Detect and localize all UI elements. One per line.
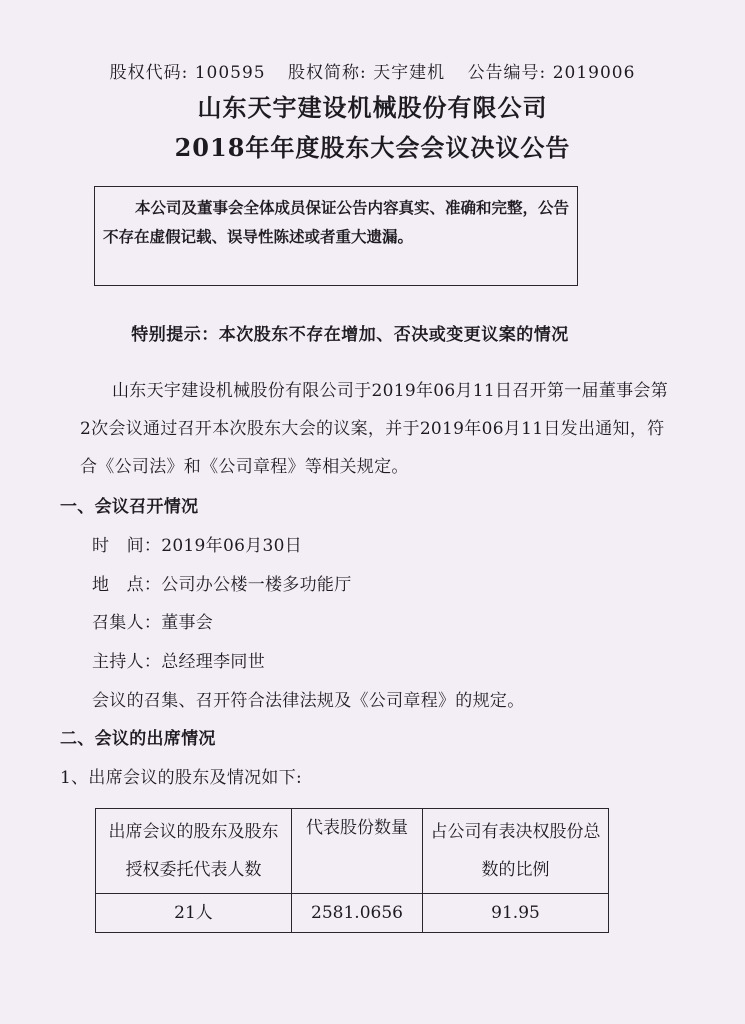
meeting-convener: 召集人：董事会 bbox=[92, 613, 214, 633]
cell-ratio: 91.95 bbox=[423, 894, 609, 933]
header-ratio: 占公司有表决权股份总数的比例 bbox=[423, 809, 609, 894]
meeting-place: 地 点：公司办公楼一楼多功能厅 bbox=[92, 575, 352, 595]
section2-sub1: 1、出席会议的股东及情况如下: bbox=[60, 768, 303, 788]
header-attendees: 出席会议的股东及股东授权委托代表人数 bbox=[96, 809, 292, 894]
notice-title: 2018年年度股东大会会议决议公告 bbox=[174, 133, 571, 162]
company-title: 山东天宇建设机械股份有限公司 bbox=[197, 93, 548, 122]
guarantee-text: 本公司及董事会全体成员保证公告内容真实、准确和完整，公告不存在虚假记载、误导性陈述或者重大遗漏。 bbox=[103, 198, 570, 246]
attendance-table bbox=[95, 808, 609, 933]
section1-heading: 一、会议召开情况 bbox=[60, 497, 199, 517]
stock-code: 股权代码: 100595 bbox=[109, 63, 266, 83]
stock-short-name: 股权简称: 天宇建机 bbox=[288, 63, 446, 83]
intro-paragraph: 山东天宇建设机械股份有限公司于2019年06月11日召开第一届董事会第2次会议通过召开本次股东大会的议案，并于2019年06月11日发出通知，符合《公司法》和《公司章程》等相关规定。 bbox=[80, 381, 669, 477]
header-shares: 代表股份数量 bbox=[292, 809, 423, 894]
cell-attendees: 21人 bbox=[96, 894, 292, 933]
notice-number: 公告编号: 2019006 bbox=[467, 63, 636, 83]
meeting-time: 时 间：2019年06月30日 bbox=[92, 536, 303, 556]
notice-header bbox=[0, 58, 745, 83]
table-header-row bbox=[96, 809, 609, 894]
special-note: 特别提示：本次股东不存在增加、否决或变更议案的情况 bbox=[131, 325, 569, 345]
guarantee-box bbox=[94, 186, 578, 286]
table-row bbox=[96, 894, 609, 933]
meeting-compliance: 会议的召集、召开符合法律法规及《公司章程》的规定。 bbox=[92, 691, 525, 711]
section2-heading: 二、会议的出席情况 bbox=[60, 729, 216, 749]
meeting-host: 主持人：总经理李同世 bbox=[92, 652, 265, 672]
cell-shares: 2581.0656 bbox=[292, 894, 423, 933]
